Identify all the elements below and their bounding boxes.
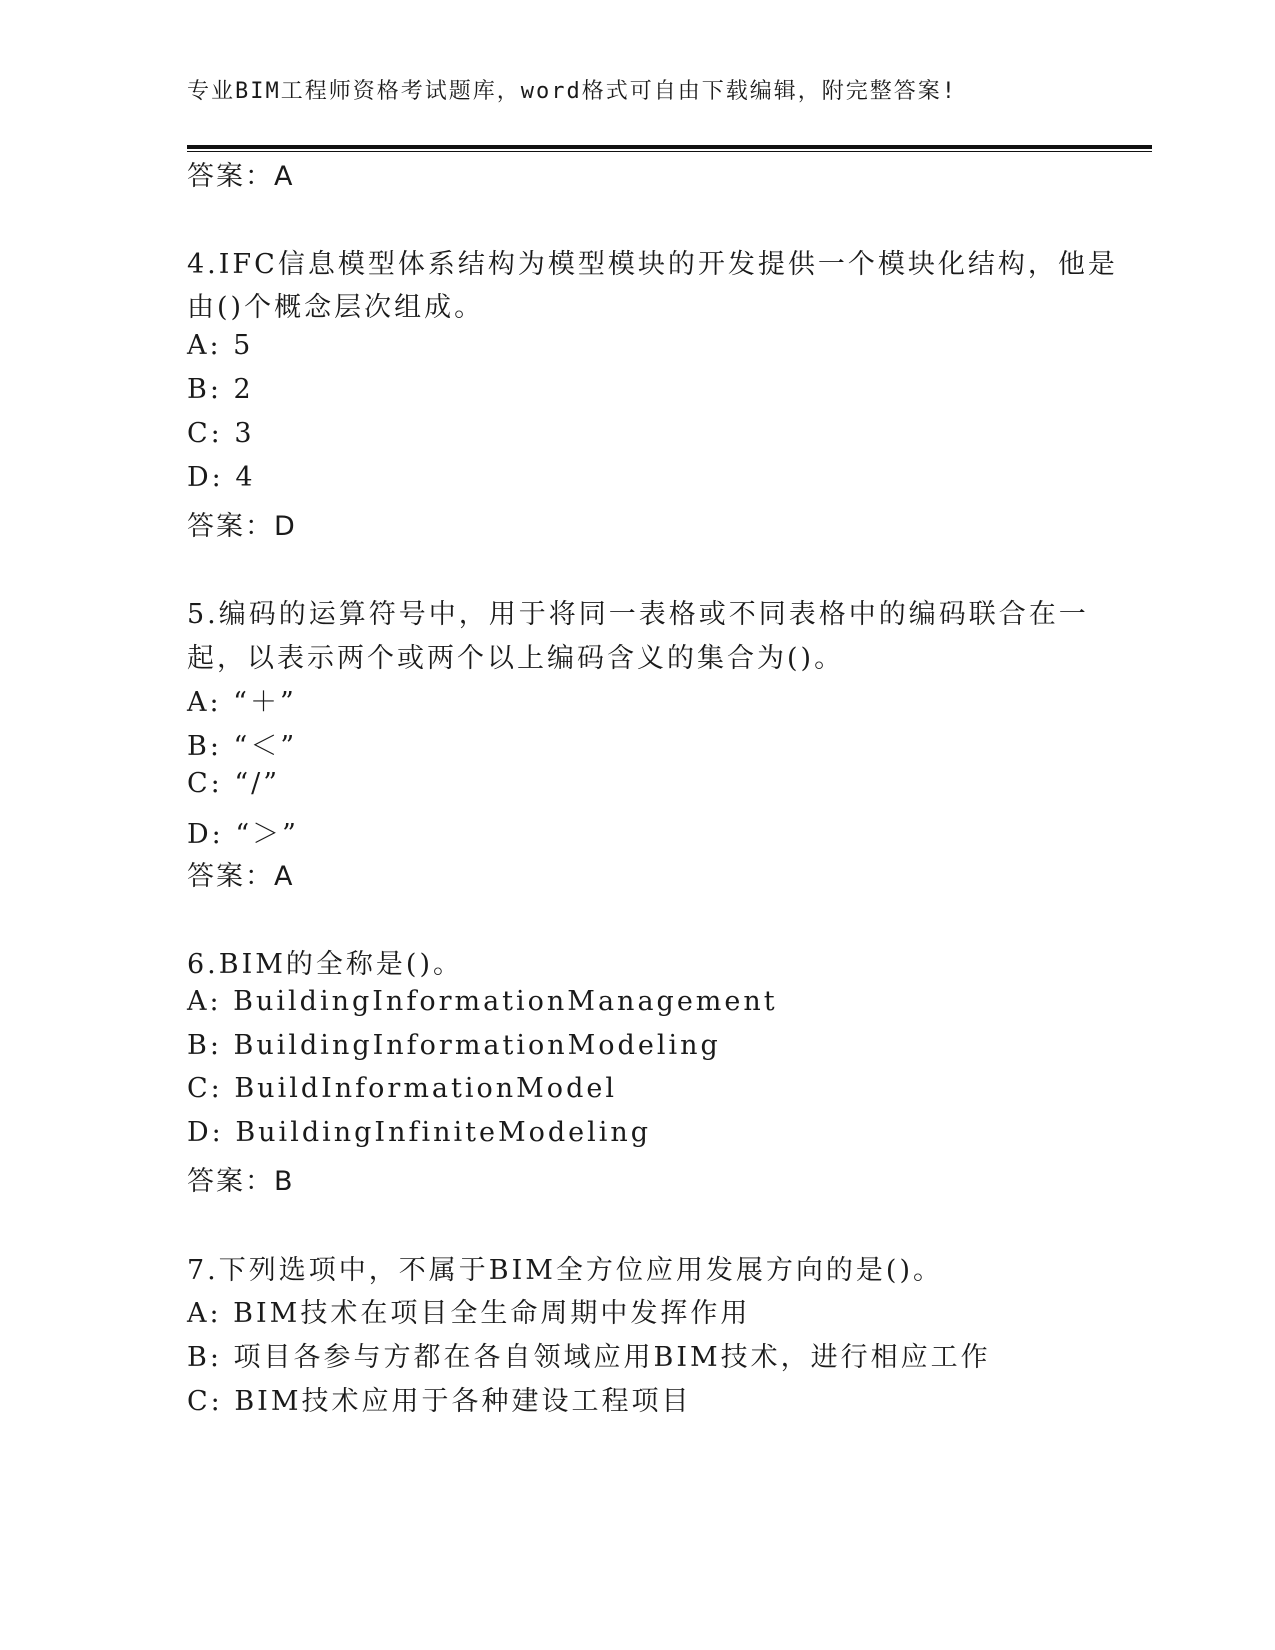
q6-stem: 6.BIM的全称是()。 (187, 949, 463, 980)
header-rule-thin (187, 151, 1152, 152)
q4-option-a: A: 5 (187, 330, 254, 361)
q7-option-b: B: 项目各参与方都在各自领域应用BIM技术，进行相应工作 (187, 1342, 991, 1373)
answer-previous: 答案：A (187, 161, 295, 192)
q6-option-d: D: BuildingInfiniteModeling (187, 1117, 652, 1148)
q6-option-c: C: BuildInformationModel (187, 1073, 617, 1104)
q5-option-d: D: “＞” (187, 819, 299, 850)
q4-answer: 答案：D (187, 511, 297, 542)
q5-stem-line1: 5.编码的运算符号中，用于将同一表格或不同表格中的编码联合在一 (187, 599, 1089, 630)
q4-option-c: C: 3 (187, 418, 255, 449)
q5-option-b: B: “＜” (187, 731, 298, 762)
q4-option-b: B: 2 (187, 374, 254, 405)
q7-option-c: C: BIM技术应用于各种建设工程项目 (187, 1386, 692, 1417)
q5-option-a: A: “＋” (187, 687, 297, 718)
q5-answer: 答案：A (187, 861, 295, 892)
q6-option-b: B: BuildingInformationModeling (187, 1030, 721, 1061)
q7-stem: 7.下列选项中，不属于BIM全方位应用发展方向的是()。 (187, 1255, 943, 1286)
q6-option-a: A: BuildingInformationManagement (187, 986, 778, 1017)
q4-stem-line1: 4.IFC信息模型体系结构为模型模块的开发提供一个模块化结构，他是 (187, 249, 1118, 280)
q5-stem-line2: 起，以表示两个或两个以上编码含义的集合为()。 (187, 643, 845, 674)
q5-option-c: C: “/” (187, 768, 281, 799)
q4-option-d: D: 4 (187, 462, 256, 493)
page-header: 专业BIM工程师资格考试题库，word格式可自由下载编辑，附完整答案! (187, 79, 957, 104)
q4-stem-line2: 由()个概念层次组成。 (187, 292, 485, 323)
q7-option-a: A: BIM技术在项目全生命周期中发挥作用 (187, 1298, 751, 1329)
q6-answer: 答案：B (187, 1166, 295, 1197)
header-rule-thick (187, 145, 1152, 149)
